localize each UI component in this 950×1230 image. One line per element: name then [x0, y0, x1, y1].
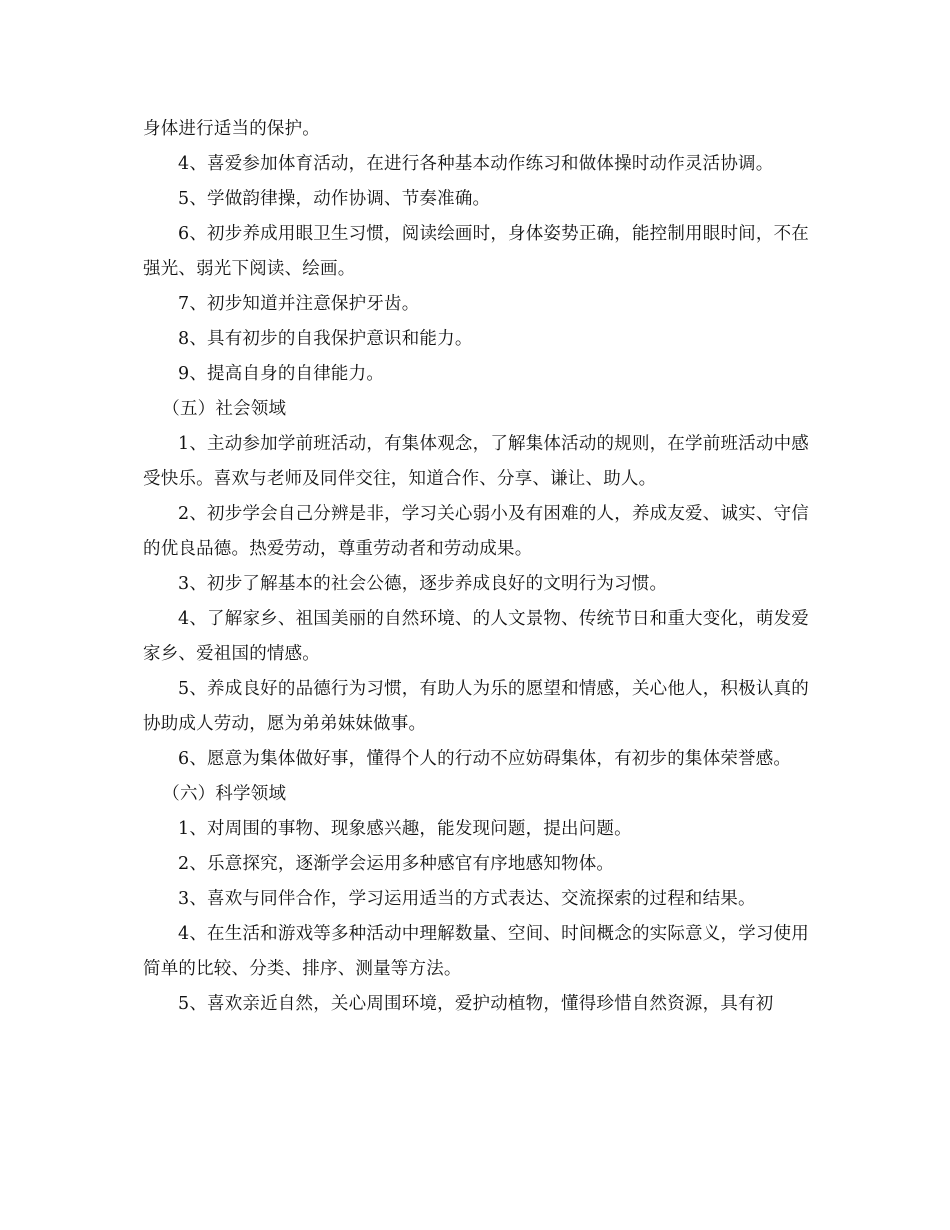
social-item-1: 1、主动参加学前班活动，有集体观念，了解集体活动的规则，在学前班活动中感受快乐。喜欢与老师及同伴交往，知道合作、分享、谦让、助人。 — [143, 434, 809, 489]
document-page — [143, 112, 809, 1022]
health-item-4: 4、喜爱参加体育活动，在进行各种基本动作练习和做体操时动作灵活协调。 — [178, 154, 774, 174]
health-item-9: 9、提高自身的自律能力。 — [178, 364, 385, 384]
social-item-4: 4、了解家乡、祖国美丽的自然环境、的人文景物、传统节日和重大变化，萌发爱家乡、爱祖国的情感。 — [143, 609, 809, 664]
science-heading: （六）科学领域 — [162, 784, 287, 804]
health-item-7: 7、初步知道并注意保护牙齿。 — [178, 294, 420, 314]
science-item-3: 3、喜欢与同伴合作，学习运用适当的方式表达、交流探索的过程和结果。 — [178, 889, 756, 909]
science-item-4: 4、在生活和游戏等多种活动中理解数量、空间、时间概念的实际意义，学习使用简单的比较、分类、排序、测量等方法。 — [143, 924, 809, 979]
health-item-6: 6、初步养成用眼卫生习惯，阅读绘画时，身体姿势正确，能控制用眼时间，不在强光、弱光下阅读、绘画。 — [143, 224, 809, 279]
science-item-5: 5、喜欢亲近自然，关心周围环境，爱护动植物，懂得珍惜自然资源，具有初 — [178, 994, 774, 1014]
social-item-3: 3、初步了解基本的社会公德，逐步养成良好的文明行为习惯。 — [178, 574, 668, 594]
health-item-8: 8、具有初步的自我保护意识和能力。 — [178, 329, 473, 349]
health-continuation: 身体进行适当的保护。 — [143, 119, 320, 139]
social-heading: （五）社会领域 — [162, 399, 287, 419]
science-item-1: 1、对周围的事物、现象感兴趣，能发现问题，提出问题。 — [178, 819, 632, 839]
health-item-5: 5、学做韵律操，动作协调、节奏准确。 — [178, 189, 491, 209]
social-item-2: 2、初步学会自己分辨是非，学习关心弱小及有困难的人，养成友爱、诚实、守信的优良品德。热爱劳动，尊重劳动者和劳动成果。 — [143, 504, 809, 559]
social-item-5: 5、养成良好的品德行为习惯，有助人为乐的愿望和情感，关心他人，积极认真的协助成人劳动，愿为弟弟妹妹做事。 — [143, 679, 809, 734]
social-item-6: 6、愿意为集体做好事，懂得个人的行动不应妨碍集体，有初步的集体荣誉感。 — [178, 749, 792, 769]
science-item-2: 2、乐意探究，逐渐学会运用多种感官有序地感知物体。 — [178, 854, 615, 874]
